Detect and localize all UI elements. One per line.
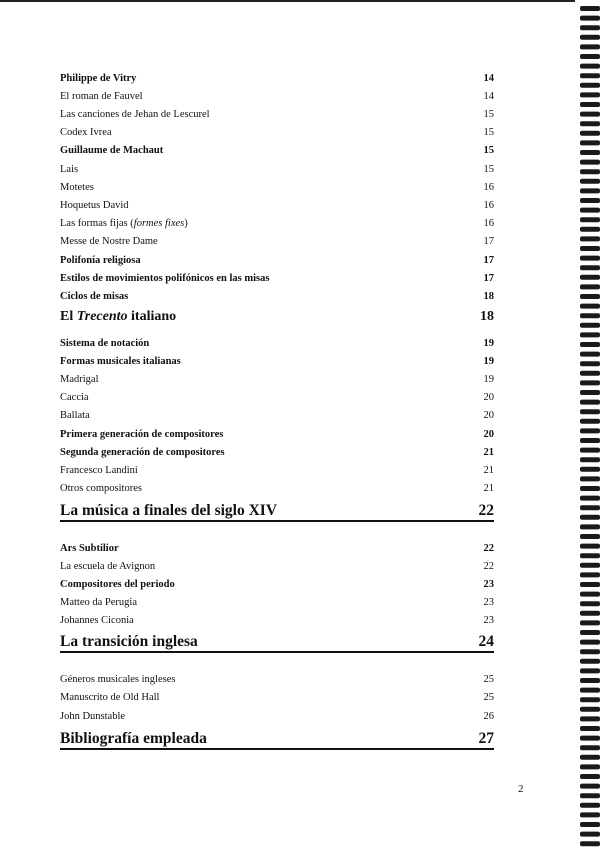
toc-entry-title: Las formas fijas (formes fixes) xyxy=(60,218,188,229)
chapter-underline xyxy=(60,520,494,522)
toc-entry-title: El Trecento italiano xyxy=(60,309,177,324)
table-of-contents: Philippe de Vitry 14 El roman de Fauvel 14 Las canciones de Jehan de Lescurel 15 Codex Ivrea 15 Guillaume de Machaut 15 Lais 15 Motetes 16 Hoquetus David 16 Las formas fijas (formes fixes) 16 Messe de Nostre Dame 17 Polifonía religiosa 17 Estilos de movimientos polifónicos en las misas 17 Ciclos de misas 18 El Trecento italiano 18 Sistema de notación 19 Formas musicales italianas 19 Madrigal 19 Caccia 20 Ballata 20 Primera generación de compositores 20 Segunda generación de compositores 21 Francesco Landini 21 Otros compositores 21 La música a finales del siglo XIV 22 Ars Subtilior 22 La escuela de Avignon 22 Compositores del periodo 23 Matteo da Perugia 23 Johannes Ciconia 23 La transición inglesa 24 Géneros musicales ingleses 25 Manuscrito de Old Hall 25 John Dunstable 26 Bibliografía empleada 27 xyxy=(0,0,600,848)
page-number: 2 xyxy=(518,783,524,795)
chapter-underline xyxy=(60,748,494,750)
chapter-underline xyxy=(60,651,494,653)
